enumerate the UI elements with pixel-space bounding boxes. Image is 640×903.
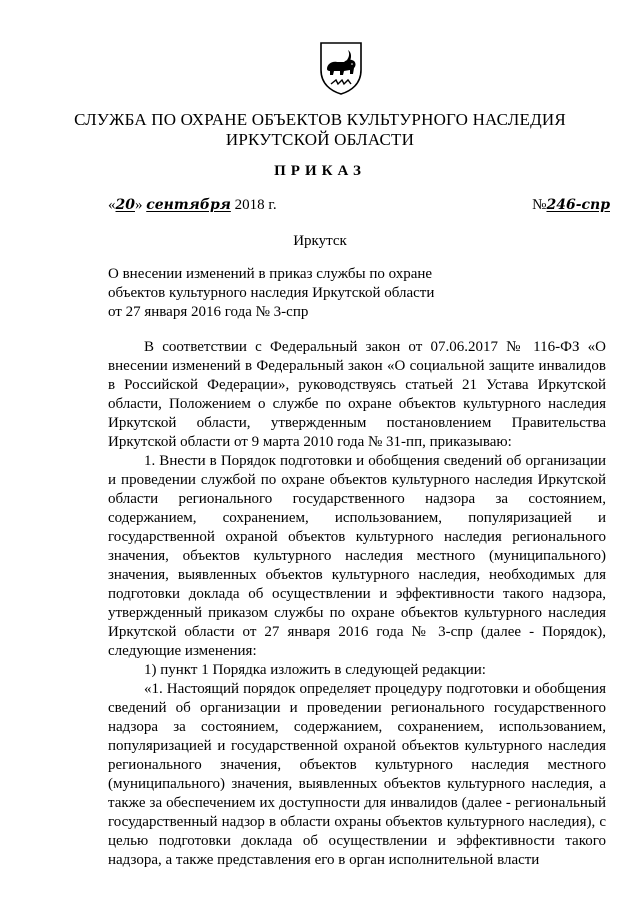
document-date bbox=[108, 197, 277, 214]
body-paragraph-preamble: В соответствии с Федеральный закон от 07.06.2017 № 116-ФЗ «О внесении изменений в Федеральный закон «О социальной защите инвалидов в Российской Федерации», руководствуясь статьей 21 Устава Иркутской области, Положением о службе по охране объектов культурного наследия Иркутской области, утвержденным постановлением Правительства Иркутской области от 9 марта 2010 года № 31-пп, приказываю: bbox=[108, 339, 606, 450]
document-number bbox=[532, 197, 610, 214]
number-handwritten: 246-спр bbox=[546, 197, 610, 213]
subject-line: от 27 января 2016 года № 3-спр bbox=[108, 304, 309, 320]
coat-of-arms-icon bbox=[317, 40, 365, 96]
number-prefix: № bbox=[532, 197, 547, 213]
date-close-quote: » bbox=[134, 197, 143, 213]
organization-name-line1: СЛУЖБА ПО ОХРАНЕ ОБЪЕКТОВ КУЛЬТУРНОГО НАСЛЕДИЯ bbox=[74, 110, 566, 129]
date-open-quote: « bbox=[108, 197, 116, 213]
date-day-handwritten: 20 bbox=[115, 197, 135, 213]
subject-line: О внесении изменений в приказ службы по охране bbox=[108, 266, 433, 282]
document-type-title: ПРИКАЗ bbox=[274, 163, 366, 179]
body-paragraph-quoted-text: «1. Настоящий порядок определяет процедуру подготовки и обобщения сведений об организации и проведении регионального государственного надзора за состоянием, содержанием, сохранением, использованием, популяризацией и государственной охраной объектов культурного наследия регионального значения, объектов культурного наследия местного (муниципального) значения, выявленных объектов культурного наследия, а также за обеспечением их доступности для инвалидов (далее - региональный государственный надзор в области охраны объектов культурного наследия), с целью подготовки доклада об осуществлении и эффективности такого надзора, а также представления его в орган исполнительной власти bbox=[108, 681, 606, 868]
date-month-handwritten: сентября bbox=[146, 197, 231, 213]
city-name: Иркутск bbox=[293, 233, 347, 249]
date-year: 2018 г. bbox=[234, 197, 277, 213]
organization-name-line2: ИРКУТСКОЙ ОБЛАСТИ bbox=[225, 130, 415, 149]
document-body bbox=[108, 338, 606, 870]
body-paragraph-item-1: 1. Внести в Порядок подготовки и обобщения сведений об организации и проведении службой по охране объектов культурного наследия Иркутской области регионального государственного надзора за состоянием, содержанием, сохранением, использованием, популяризацией и государственной охраной объектов культурного наследия регионального значения, объектов культурного наследия местного (муниципального) значения, выявленных объектов культурного наследия, необходимых для подготовки доклада об осуществлении и эффективности такого надзора, утвержденный приказом службы по охране объектов культурного наследия Иркутской области от 27 января 2016 года № 3-спр (далее - Порядок), следующие изменения: bbox=[108, 453, 606, 659]
document-subject bbox=[108, 265, 468, 322]
subject-line: объектов культурного наследия Иркутской области bbox=[108, 285, 435, 301]
body-paragraph-subitem-1: 1) пункт 1 Порядка изложить в следующей редакции: bbox=[144, 662, 486, 678]
